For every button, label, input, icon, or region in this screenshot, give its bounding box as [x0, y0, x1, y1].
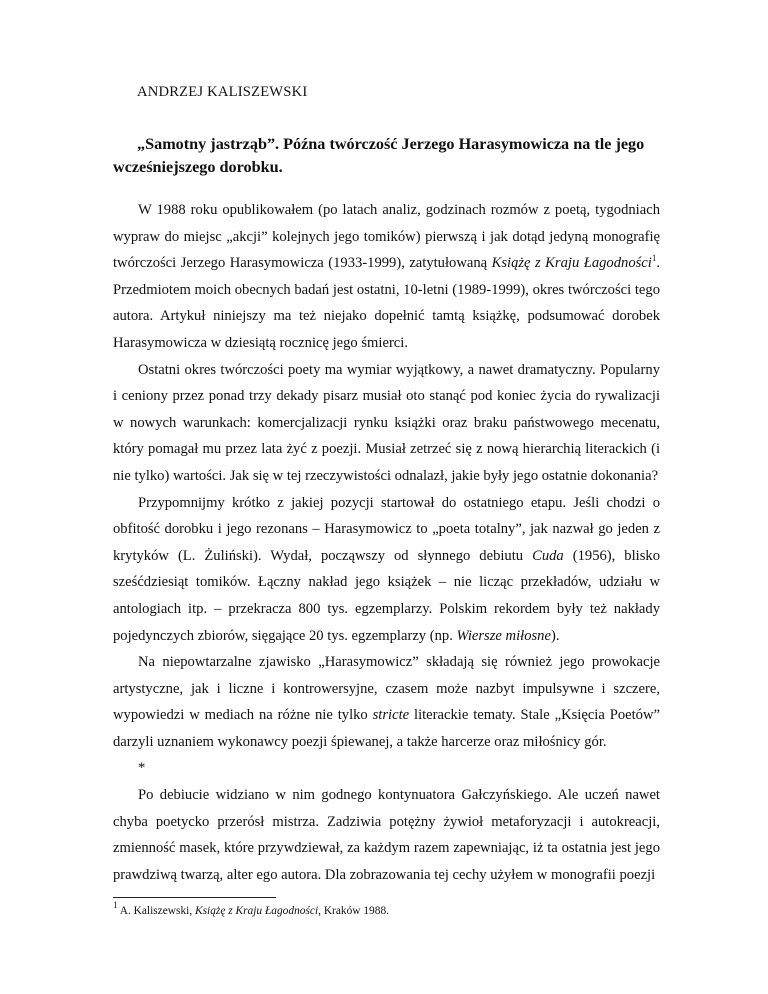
footnote-divider: [113, 897, 276, 898]
paragraph-3-text-b: (1956), blisko sześćdziesiąt tomików. Łączny nakład jego książek – nie licząc przekładów, udziału w antologiach itp. – przekracza 800 tys. egzemplarzy. Polskim rekordem były też nakłady pojedynczych zbiorów, sięgające 20 tys. egzemplarzy (np.: [113, 547, 660, 644]
debut-title: Cuda: [532, 547, 564, 564]
article-body: [113, 197, 660, 888]
paragraph-3: [113, 490, 660, 650]
paragraph-4-text-b: literackie tematy. Stale „Księcia Poetów” darzyli uznaniem wykonawcy poezji śpiewanej, a także harcerze oraz miłośnicy gór.: [113, 707, 660, 750]
paragraph-2: Ostatni okres twórczości poety ma wymiar wyjątkowy, a nawet dramatyczny. Popularny i ceniony przez ponad trzy dekady pisarz musiał oto stanąć pod koniec życia do rywalizacji w nowych warunkach: komercjalizacji rynku książki oraz braku państwowego mecenatu, który pomagał mu przez lata żyć z poezji. Musiał zetrzeć się z nową hierarchią literackich (i nie tylko) wartości. Jak się w tej rzeczywistości odnalazł, jakie były jego ostatnie dokonania?: [113, 361, 660, 484]
footnote-ref: 1: [651, 253, 657, 264]
section-separator: *: [138, 760, 146, 777]
paragraph-3-text-a: Przypomnijmy krótko z jakiej pozycji startował do ostatniego etapu. Jeśli chodzi o obfitość dorobku i jego rezonans – Harasymowicz to „poeta totalny”, jak nazwał go jeden z krytyków (L. Żuliński). Wydał, począwszy od słynnego debiutu: [113, 494, 660, 564]
author-name: ANDRZEJ KALISZEWSKI: [137, 84, 308, 100]
paragraph-4-text-a: Na niepowtarzalne zjawisko „Harasymowicz” składają się również jego prowokacje artystyczne, jak i liczne i kontrowersyjne, czasem może nazbyt impulsywne i szczere, wypowiedzi w mediach na różne nie tylko: [113, 654, 660, 724]
paragraph-1-text-a: W 1988 roku opublikowałem (po latach analiz, godzinach rozmów z poetą, tygodniach wypraw do miejsc „akcji” kolejnych jego tomików) pierwszą i jak dotąd jedyną monografię twórczości Jerzego Harasymowicza (1933-1999), zatytułowaną: [113, 202, 660, 272]
paragraph-4: [113, 649, 660, 755]
book-title: Książę z Kraju Łagodności: [491, 255, 652, 272]
paragraph-1-text-b: . Przedmiotem moich obecnych badań jest ostatni, 10-letni (1989-1999), okres twórczości tego autora. Artykuł niniejszy ma też niejako dopełnić tamtą książkę, podsumować dorobek Harasymowicza w dziesiątą rocznicę jego śmierci.: [113, 255, 660, 351]
footnote-book-title: Książę z Kraju Łagodności: [195, 905, 319, 917]
footnote-text-a: A. Kaliszewski,: [117, 905, 196, 917]
paragraph-3-text-c: ).: [550, 627, 560, 644]
footnote-text-b: , Kraków 1988.: [318, 905, 389, 917]
paragraph-5: Po debiucie widziano w nim godnego kontynuatora Gałczyńskiego. Ale uczeń nawet chyba poetycko przerósł mistrza. Zadziwia potężny żywioł metaforyzacji i autokreacji, zmienność masek, które przywdziewał, za każdym razem zapewniając, iż ta ostatnia jest jego prawdziwą twarzą, alter ego autora. Dla zobrazowania tej cechy użyłem w monografii poezji: [113, 787, 660, 883]
stricte-term: stricte: [372, 707, 410, 724]
footnote-number: 1: [113, 900, 118, 910]
article-title: „Samotny jastrząb”. Późna twórczość Jerzego Harasymowicza na tle jego wcześniejszego dorobku.: [113, 135, 645, 176]
paragraph-1: [113, 197, 660, 357]
example-title: Wiersze miłosne: [456, 627, 551, 644]
footnote: [113, 900, 389, 917]
